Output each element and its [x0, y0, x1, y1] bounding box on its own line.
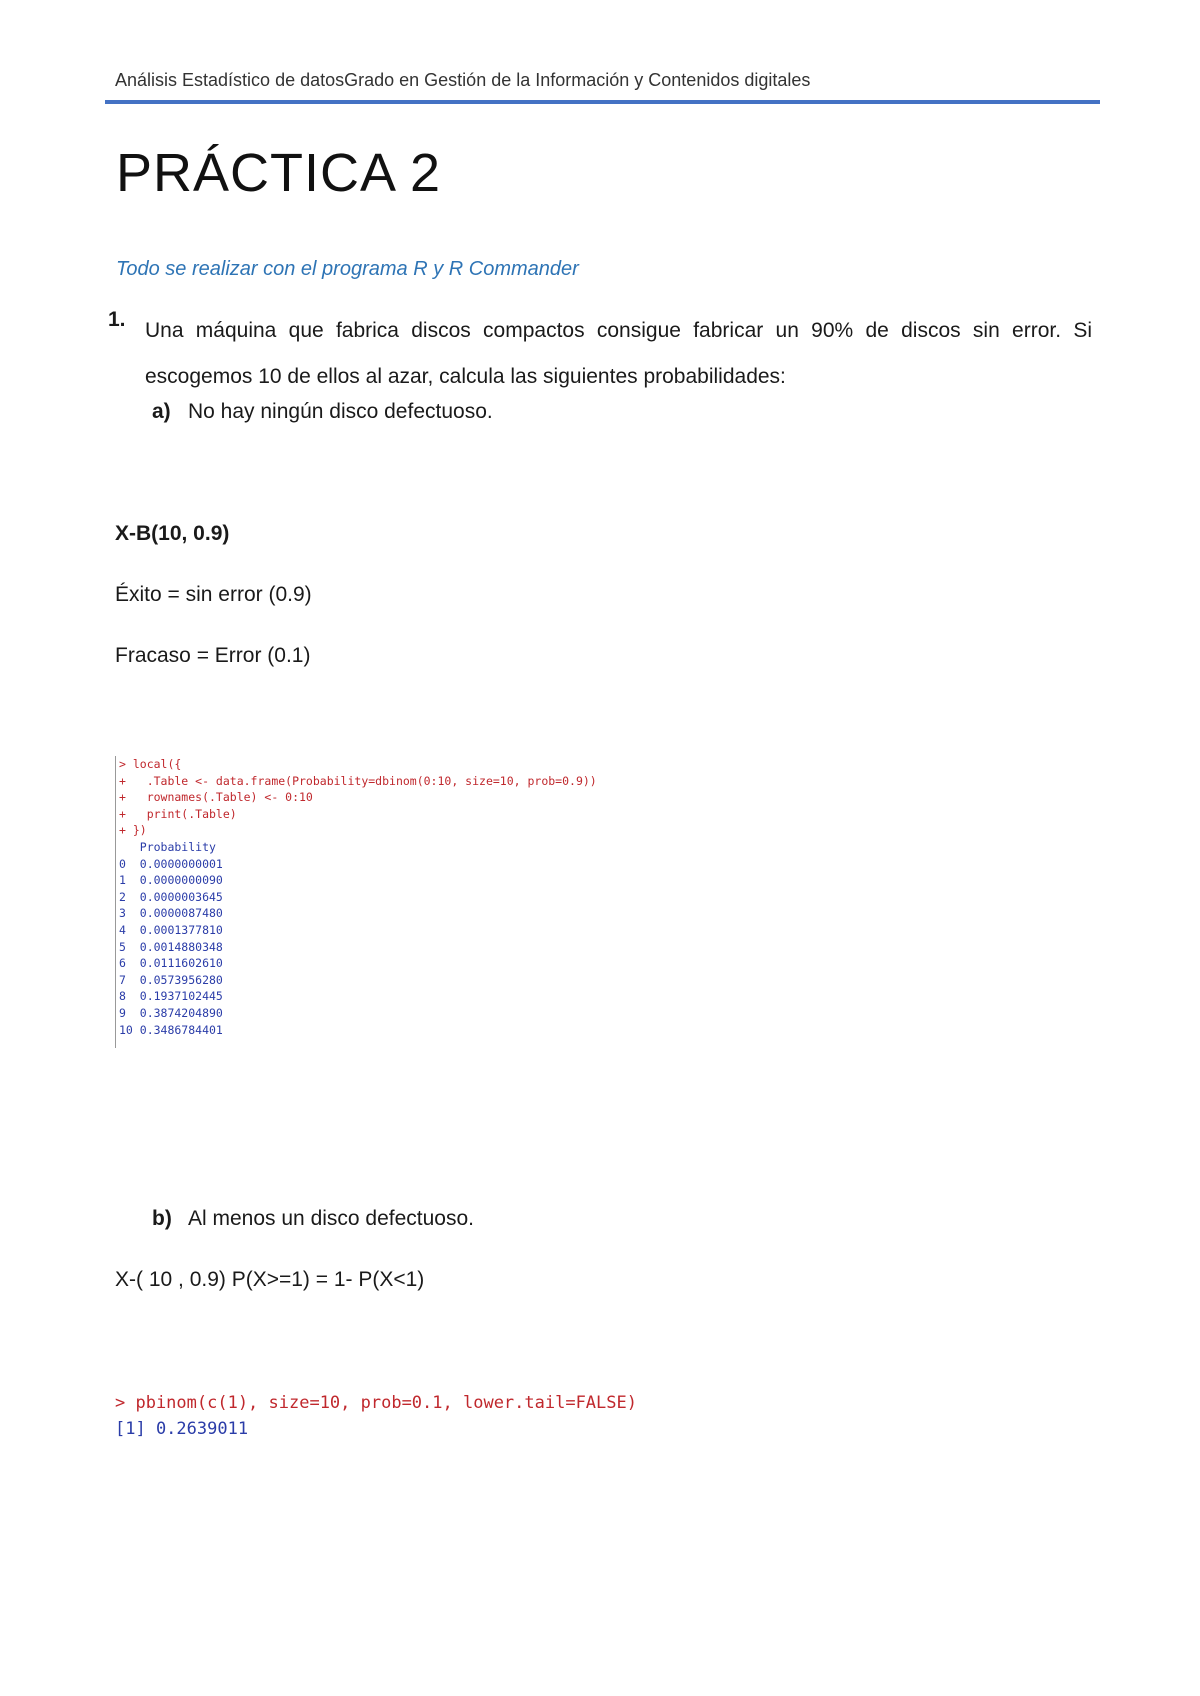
- console-output-row: 7 0.0573956280: [119, 972, 223, 987]
- distribution-line: X-B(10, 0.9): [115, 522, 230, 545]
- console-command-line: > pbinom(c(1), size=10, prob=0.1, lower.tail=FALSE): [115, 1393, 637, 1413]
- console-output-row: 10 0.3486784401: [119, 1022, 223, 1037]
- console-command-line: + rownames(.Table) <- 0:10: [119, 790, 313, 805]
- part-b-text: Al menos un disco defectuoso.: [188, 1207, 475, 1230]
- console-command-line: > local({: [119, 757, 182, 771]
- console-command-line: + .Table <- data.frame(Probability=dbinom(0:10, size=10, prob=0.9)): [119, 773, 597, 788]
- console-output-row: 5 0.0014880348: [119, 939, 223, 954]
- page-header: Análisis Estadístico de datosGrado en Gestión de la Información y Contenidos digitales: [115, 70, 811, 90]
- console-output-row: 4 0.0001377810: [119, 922, 223, 937]
- page-subtitle: Todo se realizar con el programa R y R Commander: [116, 258, 579, 280]
- question-text: Una máquina que fabrica discos compactos consigue fabricar un 90% de discos sin error. Si escogemos 10 de ellos al azar, calcula las siguientes probabilidades:: [145, 319, 1092, 388]
- console-command-line: + print(.Table): [119, 806, 237, 821]
- failure-line: Fracaso = Error (0.1): [115, 644, 311, 667]
- console-output-row: 2 0.0000003645: [119, 889, 223, 904]
- question-number: 1.: [108, 308, 126, 331]
- r-console-pbinom: [115, 1390, 637, 1442]
- part-a-label: a): [152, 400, 171, 423]
- header-rule: [105, 100, 1100, 104]
- console-output-row: 8 0.1937102445: [119, 989, 223, 1004]
- console-output-row: 0 0.0000000001: [119, 856, 223, 871]
- console-result-line: [1] 0.2639011: [115, 1419, 249, 1439]
- page-title: PRÁCTICA 2: [116, 143, 442, 203]
- formula-line: X-( 10 , 0.9) P(X>=1) = 1- P(X<1): [115, 1268, 425, 1291]
- console-output-header: Probability: [119, 839, 216, 854]
- console-output-row: 1 0.0000000090: [119, 873, 223, 888]
- part-a-text: No hay ningún disco defectuoso.: [188, 400, 493, 423]
- console-command-line: + }): [119, 823, 147, 838]
- success-line: Éxito = sin error (0.9): [115, 583, 312, 606]
- part-b-label: b): [152, 1207, 172, 1230]
- console-output-row: 6 0.0111602610: [119, 956, 223, 971]
- console-output-row: 3 0.0000087480: [119, 906, 223, 921]
- r-console-table: [115, 756, 699, 1048]
- console-output-row: 9 0.3874204890: [119, 1005, 223, 1020]
